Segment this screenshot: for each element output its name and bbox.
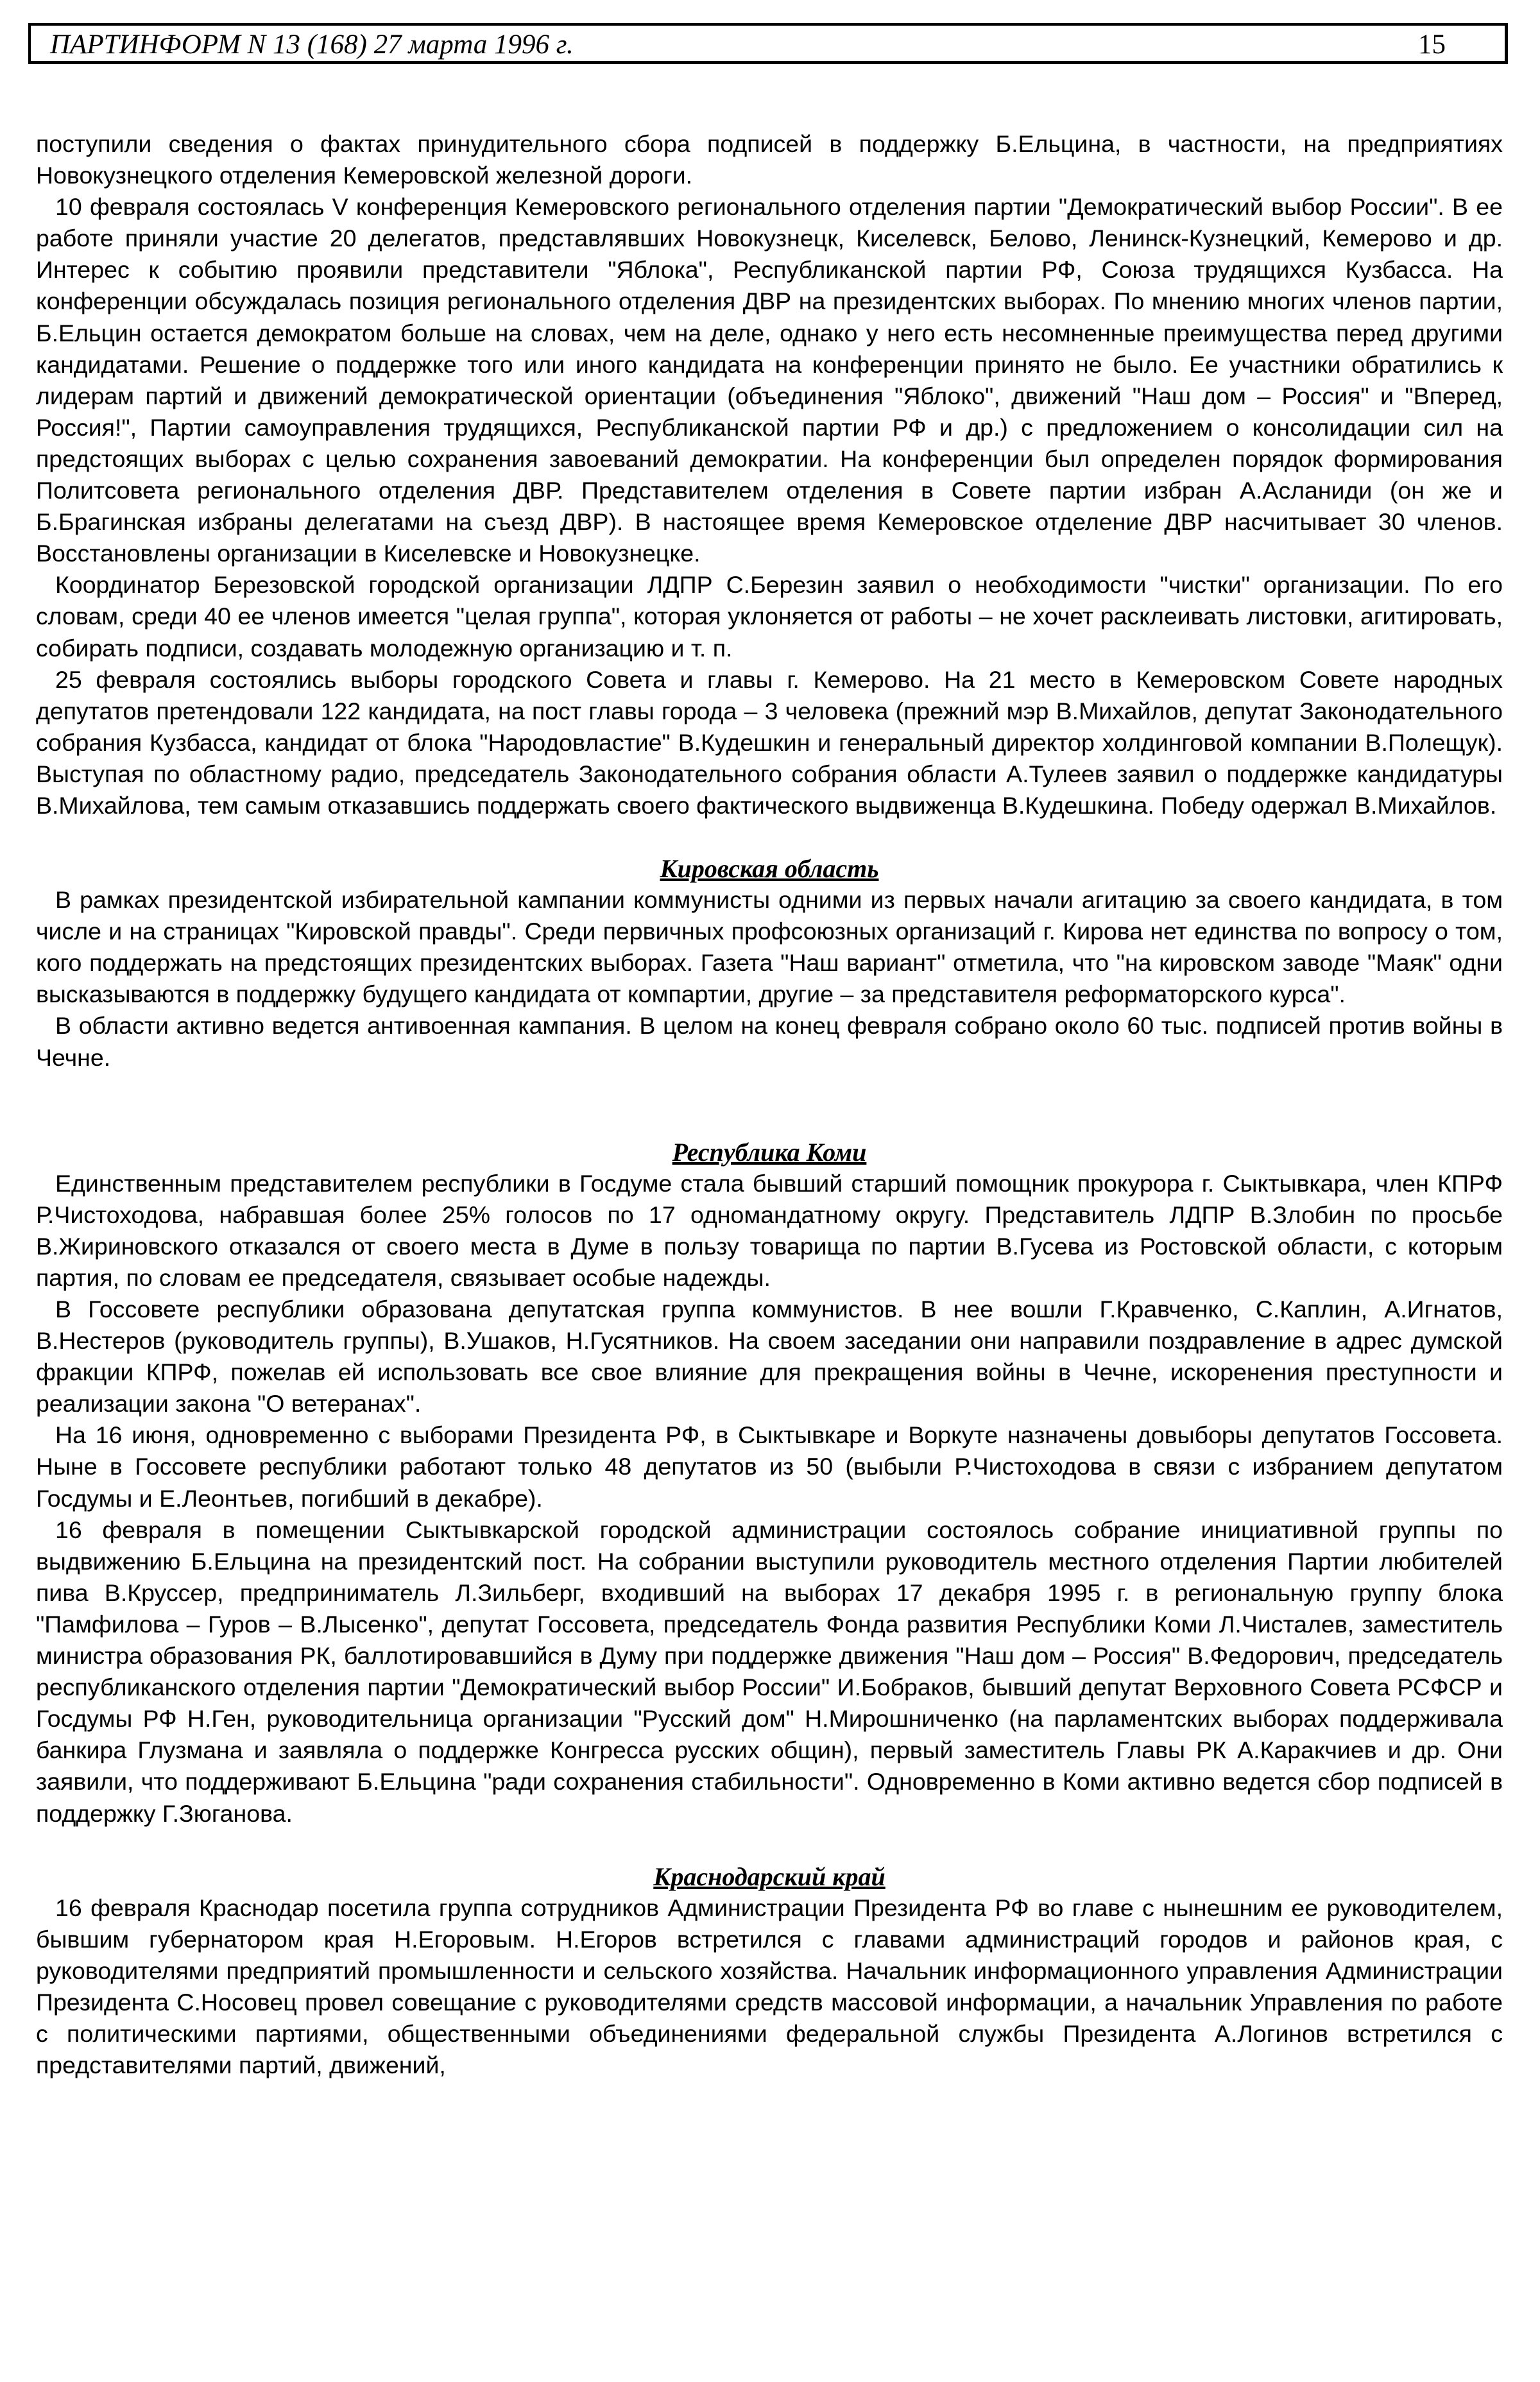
spacer <box>36 1074 1503 1136</box>
paragraph: 16 февраля в помещении Сыктывкарской городской администрации состоялось собрание инициативной группы по выдвижению Б.Ельцина на президентский пост. На собрании выступили руководитель местного отделения Партии любителей пива В.Круссер, предприниматель Л.Зильберг, входивший на выборах 17 декабря 1995 г. в региональную группу блока "Памфилова – Гуров – В.Лысенко", депутат Госсовета, председатель Фонда развития Республики Коми Л.Чисталев, заместитель министра образования РК, баллотировавшийся в Думу при поддержке движения "Наш дом – Россия" В.Федорович, председатель республиканского отделения партии "Демократический выбор России" И.Бобраков, бывший депутат Верховного Совета РСФСР и Госдумы РФ Н.Ген, руководительница организации "Русский дом" Н.Мирошниченко (на парламентских выборах поддерживала банкира Глузмана и заявляла о поддержке Конгресса русских общин), первый заместитель Главы РК А.Каракчиев и др. Они заявили, что поддерживают Б.Ельцина "ради сохранения стабильности". Одновременно в Коми активно ведется сбор подписей в поддержку Г.Зюганова. <box>36 1516 1503 1827</box>
section-heading-komi: Республика Коми <box>672 1137 867 1167</box>
paragraph: На 16 июня, одновременно с выборами Президента РФ, в Сыктывкаре и Воркуте назначены довыборы депутатов Госсовета. Ныне в Госсовете республики работают только 48 депутатов из 50 (выбыли Р.Чистоходова в связи с избранием депутатом Госдумы и Е.Леонтьев, погибший в декабре). <box>36 1421 1503 1512</box>
paragraph: В Госсовете республики образована депутатская группа коммунистов. В нее вошли Г.Кравченко, С.Каплин, А.Игнатов, В.Нестеров (руководитель группы), В.Ушаков, Н.Гусятников. На своем заседании они направили поздравление в адрес думской фракции КПРФ, пожелав ей использовать все свое влияние для прекращения войны в Чечне, искоренения преступности и реализации закона "О ветеранах". <box>36 1296 1503 1418</box>
page-number: 15 <box>1418 30 1446 60</box>
paragraph: В области активно ведется антивоенная кампания. В целом на конец февраля собрано около 60 тыс. подписей против войны в Чечне. <box>36 1012 1503 1071</box>
article-body <box>36 128 1503 2081</box>
spacer <box>36 1829 1503 1861</box>
paragraph: Координатор Березовской городской организации ЛДПР С.Березин заявил о необходимости "чистки" организации. По его словам, среди 40 ее членов имеется "целая группа", которая уклоняется от работы – не хочет расклеивать листовки, агитировать, собирать подписи, создавать молодежную организацию и т. п. <box>36 571 1503 662</box>
section-heading-kirov: Кировская область <box>660 854 879 884</box>
paragraph: поступили сведения о фактах принудительного сбора подписей в поддержку Б.Ельцина, в частности, на предприятиях Новокузнецкого отделения Кемеровской железной дороги. <box>36 130 1503 189</box>
section-heading-krasnodar: Краснодарский край <box>653 1862 886 1891</box>
page-header <box>28 23 1508 64</box>
publication-title: ПАРТИНФОРМ N 13 (168) 27 марта 1996 г. <box>50 30 574 60</box>
paragraph: 10 февраля состоялась V конференция Кемеровского регионального отделения партии "Демократический выбор России". В ее работе приняли участие 20 делегатов, представлявших Новокузнецк, Киселевск, Белово, Ленинск-Кузнецкий, Кемерово и др. Интерес к событию проявили представители "Яблока", Республиканской партии РФ, Союза трудящихся Кузбасса. На конференции обсуждалась позиция регионального отделения ДВР на президентских выборах. По мнению многих членов партии, Б.Ельцин остается демократом больше на словах, чем на деле, однако у него есть несомненные преимущества перед другими кандидатами. Решение о поддержке того или иного кандидата на конференции принято не было. Ее участники обратились к лидерам партий и движений демократической ориентации (объединения "Яблоко", движений "Наш дом – Россия" и "Вперед, Россия!", Партии самоуправления трудящихся, Республиканской партии РФ и др.) с предложением о консолидации сил на предстоящих выборах с целью сохранения завоеваний демократии. На конференции был определен порядок формирования Политсовета регионального отделения ДВР. Представителем отделения в Совете партии избран А.Асланиди (он же и Б.Брагинская избраны делегатами на съезд ДВР). В настоящее время Кемеровское отделение ДВР насчитывает 30 членов. Восстановлены организации в Киселевске и Новокузнецке. <box>36 193 1503 567</box>
paragraph: В рамках президентской избирательной кампании коммунисты одними из первых начали агитацию за своего кандидата, в том числе и на страницах "Кировской правды". Среди первичных профсоюзных организаций г. Кирова нет единства по вопросу о том, кого поддержать на предстоящих президентских выборах. Газета "Наш вариант" отметила, что "на кировском заводе "Маяк" одни высказываются в поддержку будущего кандидата от компартии, другие – за представителя реформаторского курса". <box>36 886 1503 1008</box>
paragraph: 16 февраля Краснодар посетила группа сотрудников Администрации Президента РФ во главе с нынешним ее руководителем, бывшим губернатором края Н.Егоровым. Н.Егоров встретился с главами администраций городов и районов края, с руководителями предприятий промышленности и сельского хозяйства. Начальник информационного управления Администрации Президента С.Носовец провел совещание с руководителями средств массовой информации, а начальник Управления по работе с политическими партиями, общественными объединениями федеральной службы Президента А.Логинов встретился с представителями партий, движений, <box>36 1894 1503 2079</box>
paragraph: 25 февраля состоялись выборы городского Совета и главы г. Кемерово. На 21 место в Кемеровском Совете народных депутатов претендовали 122 кандидата, на пост главы города – 3 человека (прежний мэр В.Михайлов, депутат Законодательного собрания Кузбасса, кандидат от блока "Народовластие" В.Кудешкин и генеральный директор холдинговой компании В.Полещук). Выступая по областному радио, председатель Законодательного собрания области А.Тулеев заявил о поддержке кандидатуры В.Михайлова, тем самым отказавшись поддержать своего фактического выдвиженца В.Кудешкина. Победу одержал В.Михайлов. <box>36 665 1503 819</box>
spacer <box>36 821 1503 853</box>
paragraph: Единственным представителем республики в Госдуме стала бывший старший помощник прокурора г. Сыктывкара, член КПРФ Р.Чистоходова, набравшая более 25% голосов по 17 одномандатному округу. Представитель ЛДПР В.Злобин по просьбе В.Жириновского отказался от своего места в Думе в пользу товарища по партии В.Гусева из Ростовской области, с которым партия, по словам ее председателя, связывает особые надежды. <box>36 1169 1503 1291</box>
